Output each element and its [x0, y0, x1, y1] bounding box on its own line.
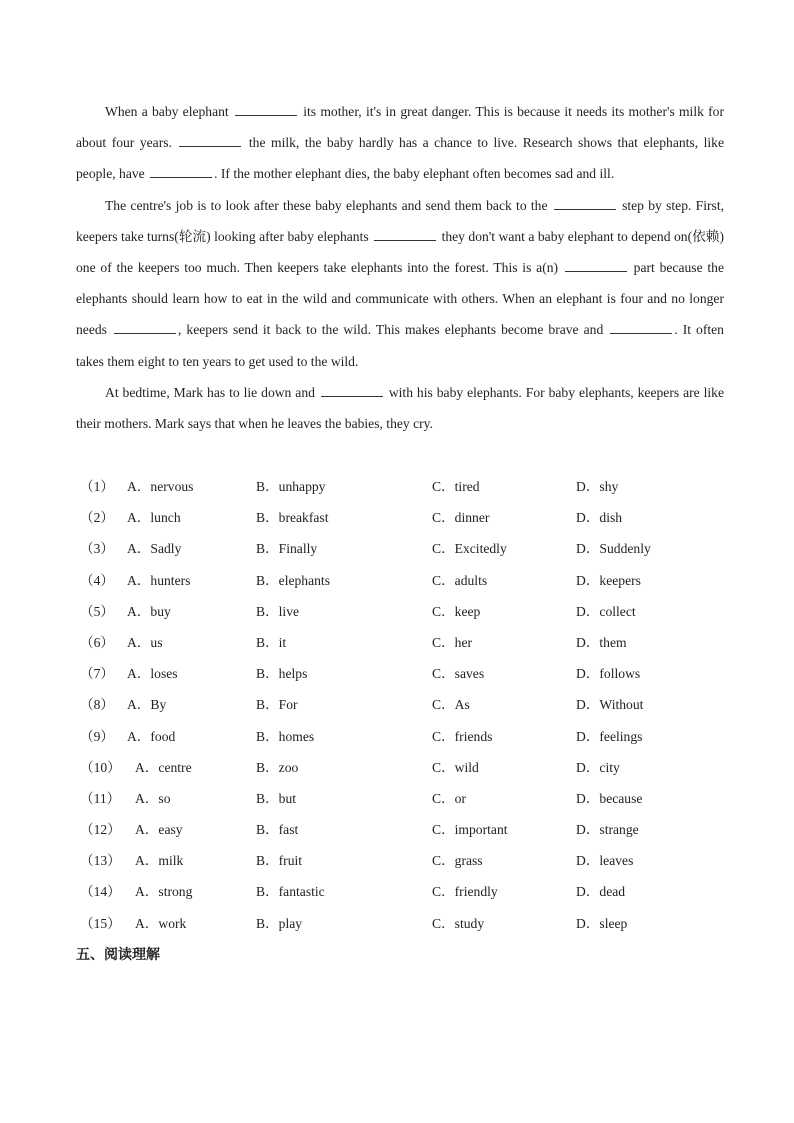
option-d: D．dish	[576, 510, 623, 526]
text: . If the mother elephant dies, the baby elephant often becomes sad and ill.	[214, 166, 615, 182]
option-b: B．homes	[256, 728, 315, 744]
option-b: B．breakfast	[256, 510, 329, 526]
option-d: D．feelings	[576, 728, 643, 744]
option-b: B．For	[256, 697, 298, 713]
question-number: （8）	[80, 697, 114, 713]
question-number: （14）	[80, 884, 121, 900]
option-d: D．Suddenly	[576, 541, 651, 557]
option-d: D．dead	[576, 884, 626, 900]
option-row	[76, 783, 736, 814]
option-a: A．easy	[135, 822, 183, 838]
text: step by step. First, keepers take turns(轮流) looking after baby elephants	[76, 197, 724, 244]
option-d: D．sleep	[576, 915, 628, 931]
answer-blank	[565, 259, 627, 272]
option-row	[76, 845, 736, 876]
option-b: B．fantastic	[256, 884, 325, 900]
option-d: D．keepers	[576, 572, 641, 588]
paragraph-1	[76, 96, 724, 190]
paragraph-2	[76, 190, 724, 377]
option-row	[76, 752, 736, 783]
text: When a baby elephant	[105, 104, 229, 119]
cloze-passage	[76, 96, 724, 439]
option-b: B．elephants	[256, 572, 330, 588]
option-d: D．follows	[576, 666, 641, 682]
option-c: C．dinner	[432, 510, 490, 526]
option-row	[76, 596, 736, 627]
option-a: A．Sadly	[127, 541, 182, 557]
option-d: D．strange	[576, 822, 639, 838]
text: the milk, the baby hardly has a chance to live. Research shows that elephants, like people, have	[76, 135, 724, 182]
option-a: A．By	[127, 697, 167, 713]
option-a: A．so	[135, 790, 171, 806]
text: its mother, it's in great danger. This is because it needs its mother's milk for about four years.	[76, 104, 725, 151]
option-row	[76, 502, 736, 533]
option-c: C．or	[432, 790, 466, 806]
question-number: （10）	[80, 759, 121, 775]
option-row	[76, 658, 736, 689]
option-d: D．collect	[576, 603, 636, 619]
option-d: D．them	[576, 634, 627, 650]
option-b: B．fast	[256, 822, 299, 838]
question-number: （11）	[80, 790, 121, 806]
option-b: B．play	[256, 915, 303, 931]
answer-blank	[321, 384, 383, 397]
question-number: （15）	[80, 915, 121, 931]
option-c: C．keep	[432, 603, 481, 619]
option-c: C．study	[432, 915, 485, 931]
option-c: C．saves	[432, 666, 485, 682]
option-b: B．unhappy	[256, 479, 326, 494]
option-c: C．grass	[432, 853, 483, 869]
option-c: C．her	[432, 634, 473, 650]
question-number: （3）	[80, 541, 114, 557]
option-row	[76, 565, 736, 596]
answer-blank	[150, 165, 212, 178]
option-row	[76, 908, 736, 939]
option-b: B．fruit	[256, 853, 303, 869]
answer-blank	[179, 134, 241, 147]
option-a: A．milk	[135, 853, 184, 869]
text: they don't want a baby elephant to depend on(依赖) one of the keepers too much. Then keepers take elephants into the forest. This is a(n)	[76, 228, 724, 276]
option-d: D．leaves	[576, 853, 634, 869]
answer-options	[76, 471, 736, 939]
option-a: A．work	[135, 915, 187, 931]
text: . It often takes them eight to ten years to get used to the wild.	[76, 322, 724, 369]
question-number: （6）	[80, 634, 114, 650]
answer-blank	[114, 321, 176, 334]
question-number: （7）	[80, 666, 114, 682]
option-a: A．nervous	[127, 479, 194, 494]
option-c: C．tired	[432, 479, 480, 494]
option-a: A．loses	[127, 666, 178, 682]
option-a: A．hunters	[127, 572, 191, 588]
option-b: B．helps	[256, 666, 308, 682]
option-c: C．As	[432, 697, 470, 713]
question-number: （2）	[80, 510, 114, 526]
option-row	[76, 689, 736, 720]
option-row	[76, 814, 736, 845]
answer-blank	[610, 321, 672, 334]
question-number: （5）	[80, 603, 114, 619]
question-number: （12）	[80, 822, 121, 838]
text: At bedtime, Mark has to lie down and	[105, 384, 315, 400]
option-c: C．adults	[432, 572, 488, 588]
answer-blank	[235, 103, 297, 116]
option-b: B．zoo	[256, 759, 299, 775]
option-c: C．wild	[432, 759, 479, 775]
question-number: （13）	[80, 853, 121, 869]
option-d: D．Without	[576, 697, 644, 713]
section-heading: 五、阅读理解	[76, 947, 160, 963]
option-a: A．buy	[127, 603, 171, 619]
option-row	[76, 471, 736, 502]
option-a: A．centre	[135, 759, 192, 775]
option-b: B．it	[256, 634, 287, 650]
option-a: A．food	[127, 728, 176, 744]
paragraph-3	[76, 377, 724, 439]
option-row	[76, 533, 736, 564]
text: , keepers send it back to the wild. This makes elephants become brave and	[177, 322, 604, 338]
option-a: A．strong	[135, 884, 193, 900]
option-row	[76, 876, 736, 907]
question-number: （9）	[80, 728, 114, 744]
text: with his baby elephants. For baby elephants, keepers are like their mothers. Mark says that when he leaves the babies, they cry.	[76, 384, 725, 432]
option-d: D．because	[576, 790, 643, 806]
option-d: D．shy	[576, 479, 619, 494]
question-number: （4）	[80, 572, 114, 588]
answer-blank	[374, 228, 436, 241]
option-c: C．friends	[432, 728, 493, 744]
option-c: C．important	[432, 822, 508, 838]
option-b: B．live	[256, 603, 300, 619]
option-a: A．us	[127, 634, 163, 650]
question-number: （1）	[80, 479, 114, 494]
option-row	[76, 627, 736, 658]
option-b: B．Finally	[256, 541, 318, 557]
option-d: D．city	[576, 759, 620, 775]
text: The centre's job is to look after these baby elephants and send them back to the	[105, 197, 548, 213]
option-b: B．but	[256, 790, 297, 806]
option-c: C．friendly	[432, 884, 498, 900]
text: part because the elephants should learn how to eat in the wild and communicate with others. When an elephant is four and no longer needs	[76, 260, 724, 338]
answer-blank	[554, 197, 616, 210]
option-a: A．lunch	[127, 510, 181, 526]
option-row	[76, 721, 736, 752]
option-c: C．Excitedly	[432, 541, 507, 557]
